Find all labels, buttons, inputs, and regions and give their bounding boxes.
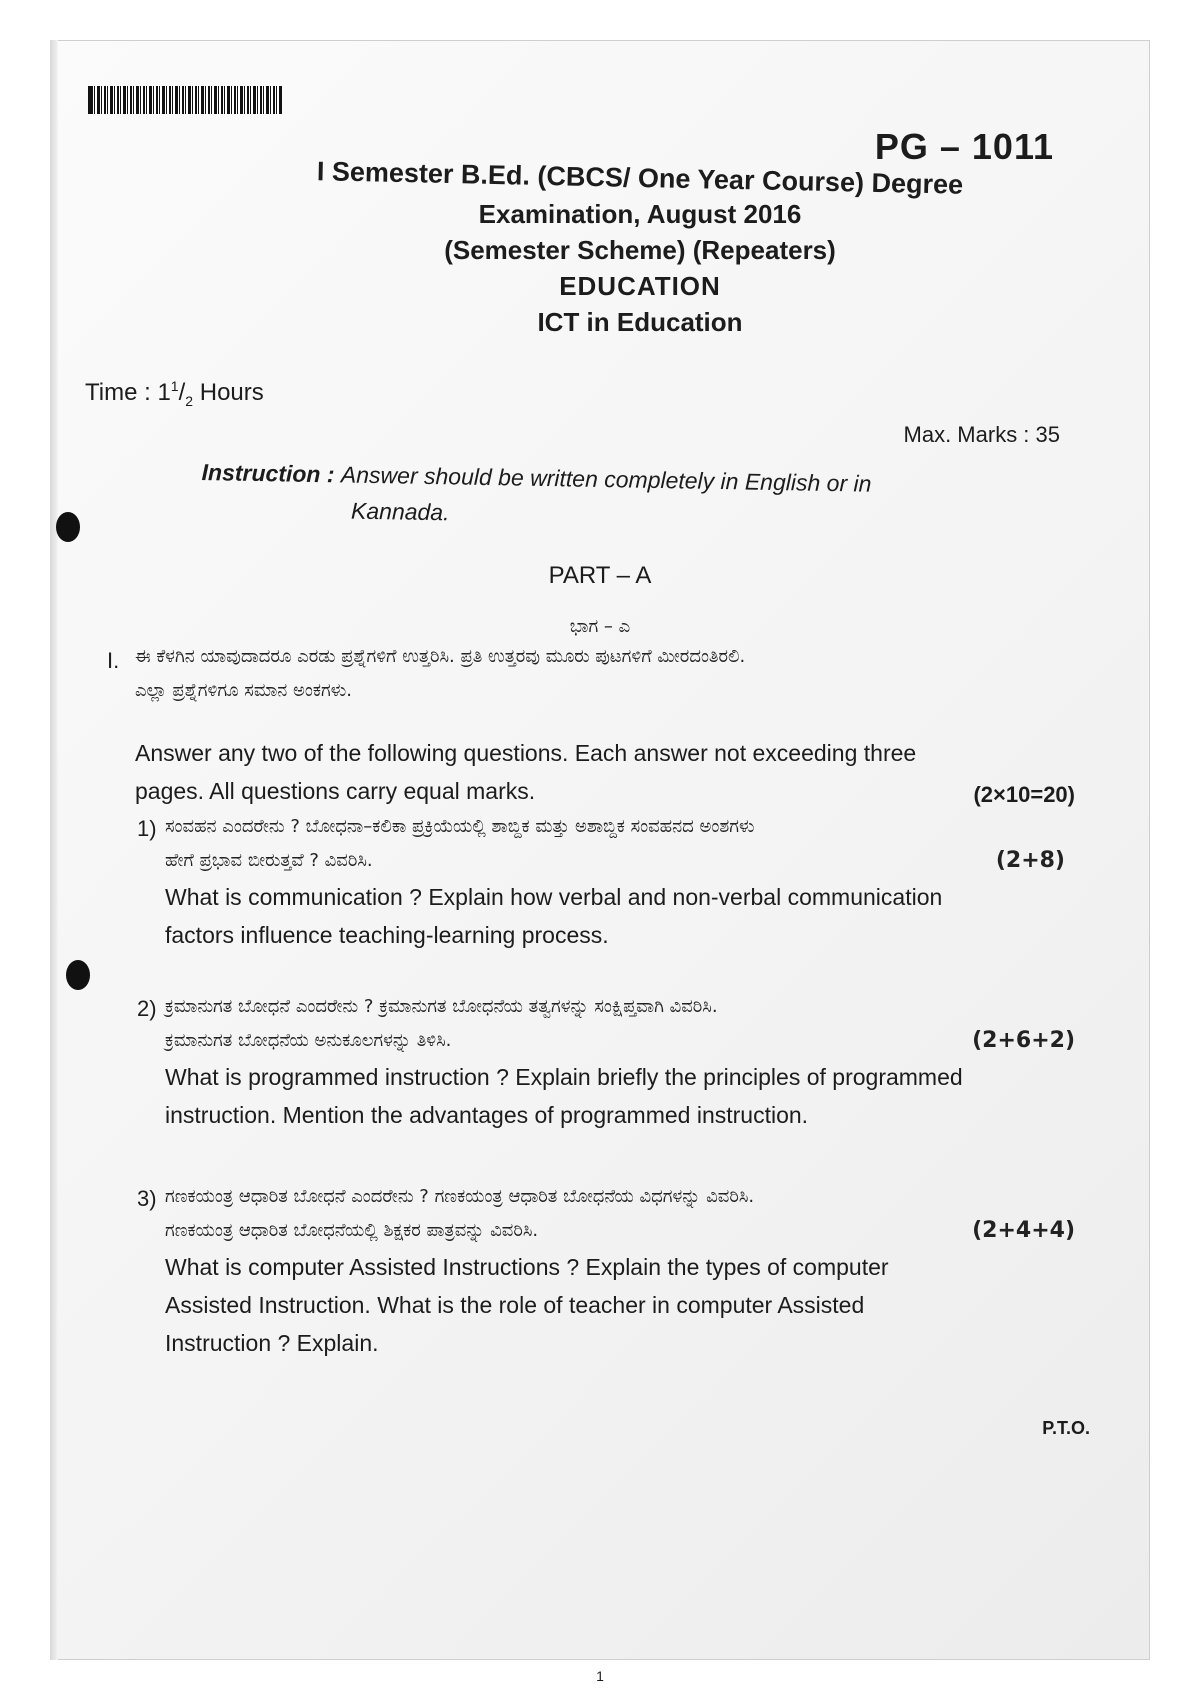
time-prefix: Time : 1	[85, 379, 171, 406]
question-marks: (2+8)	[995, 848, 1065, 873]
section-kannada-1: ಈ ಕೆಳಗಿನ ಯಾವುದಾದರೂ ಎರಡು ಪ್ರಶ್ನೆಗಳಿಗೆ ಉತ್ತರಿಸಿ. ಪ್ರತಿ ಉತ್ತರವು ಮೂರು ಪುಟಗಳಿಗೆ ಮೀರದಂತಿರಲಿ.	[135, 646, 746, 667]
paper-edge	[50, 40, 58, 1660]
section-kannada-2: ಎಲ್ಲಾ ಪ್ರಶ್ನೆಗಳಿಗೂ ಸಮಾನ ಅಂಕಗಳು.	[135, 680, 352, 701]
question-kannada-2: ಕ್ರಮಾನುಗತ ಬೋಧನೆಯ ಅನುಕೂಲಗಳನ್ನು ತಿಳಿಸಿ.	[165, 1030, 452, 1051]
question-english-1: What is programmed instruction ? Explain briefly the principles of programmed	[165, 1064, 963, 1090]
question-kannada-1: ಗಣಕಯಂತ್ರ ಆಧಾರಿತ ಬೋಧನೆ ಎಂದರೇನು ? ಗಣಕಯಂತ್ರ ಆಧಾರಿತ ಬೋಧನೆಯ ವಿಧಗಳನ್ನು ವಿವರಿಸಿ.	[165, 1186, 755, 1207]
instruction-label: Instruction :	[201, 458, 335, 488]
punch-hole	[56, 512, 80, 542]
exam-heading	[220, 156, 1060, 340]
heading-line-2: Examination, August 2016	[478, 199, 802, 229]
time-fraction-numerator: 1	[170, 378, 179, 394]
question-kannada-2: ಗಣಕಯಂತ್ರ ಆಧಾರಿತ ಬೋಧನೆಯಲ್ಲಿ ಶಿಕ್ಷಕರ ಪಾತ್ರವನ್ನು ವಿವರಿಸಿ.	[165, 1220, 539, 1241]
max-marks: Max. Marks : 35	[903, 422, 1060, 447]
punch-hole	[66, 960, 90, 990]
question-english-2: instruction. Mention the advantages of programmed instruction.	[165, 1102, 809, 1128]
instruction-text-2: Kannada.	[350, 497, 450, 526]
question-marks: (2+6+2)	[972, 1028, 1075, 1053]
paper-code: PG – 1011	[874, 126, 1054, 167]
time-allowed: Time : $1^1/_2$ Hours	[85, 378, 264, 409]
heading-line-3: (Semester Scheme) (Repeaters)	[444, 235, 836, 265]
section-english-2: pages. All questions carry equal marks.	[135, 778, 536, 804]
heading-line-1: I Semester B.Ed. (CBCS/ One Year Course) Degree	[316, 156, 964, 200]
question-english-1: What is computer Assisted Instructions ? Explain the types of computer	[165, 1254, 889, 1280]
question-2	[137, 990, 1075, 1134]
time-fraction-denominator: 2	[185, 392, 194, 409]
question-kannada-1: ಸಂವಹನ ಎಂದರೇನು ? ಬೋಧನಾ–ಕಲಿಕಾ ಪ್ರಕ್ರಿಯೆಯಲ್ಲಿ ಶಾಬ್ದಿಕ ಮತ್ತು ಅಶಾಬ್ದಿಕ ಸಂವಹನದ ಅಂಶಗಳು	[165, 816, 755, 837]
question-english-1: What is communication ? Explain how verbal and non-verbal communication	[165, 884, 943, 910]
section-english-1: Answer any two of the following questions. Each answer not exceeding three	[135, 740, 917, 766]
question-marks: (2+4+4)	[972, 1218, 1075, 1243]
paper-title: ICT in Education	[537, 307, 743, 337]
question-english-2: Assisted Instruction. What is the role of teacher in computer Assisted	[165, 1292, 865, 1318]
barcode-image	[88, 86, 282, 114]
section-instructions	[107, 640, 1075, 810]
question-number: 2)	[137, 996, 157, 1021]
question-english-2: factors influence teaching-learning process.	[165, 922, 609, 948]
time-suffix: Hours	[193, 379, 264, 406]
instruction-text-1: Answer should be written completely in English or in	[340, 461, 872, 497]
section-number: I.	[107, 648, 120, 673]
question-1	[137, 810, 1065, 954]
question-number: 1)	[137, 816, 157, 841]
part-a-heading: PART – A	[548, 562, 652, 589]
question-english-3: Instruction ? Explain.	[165, 1330, 379, 1356]
question-number: 3)	[137, 1186, 157, 1211]
page-number: 1	[596, 1668, 604, 1684]
part-a-heading-kannada: ಭಾಗ – ಎ	[569, 616, 631, 637]
instruction	[201, 454, 962, 539]
pto-label: P.T.O.	[1042, 1418, 1090, 1438]
question-kannada-2: ಹೇಗೆ ಪ್ರಭಾವ ಬೀರುತ್ತವೆ ? ವಿವರಿಸಿ.	[165, 850, 373, 871]
question-kannada-1: ಕ್ರಮಾನುಗತ ಬೋಧನೆ ಎಂದರೇನು ? ಕ್ರಮಾನುಗತ ಬೋಧನೆಯ ತತ್ವಗಳನ್ನು ಸಂಕ್ಷಿಪ್ತವಾಗಿ ವಿವರಿಸಿ.	[165, 996, 718, 1017]
subject-title: EDUCATION	[559, 271, 721, 301]
section-marks: (2×10=20)	[973, 782, 1075, 807]
exam-paper	[50, 40, 1150, 1660]
question-3	[137, 1180, 1075, 1362]
